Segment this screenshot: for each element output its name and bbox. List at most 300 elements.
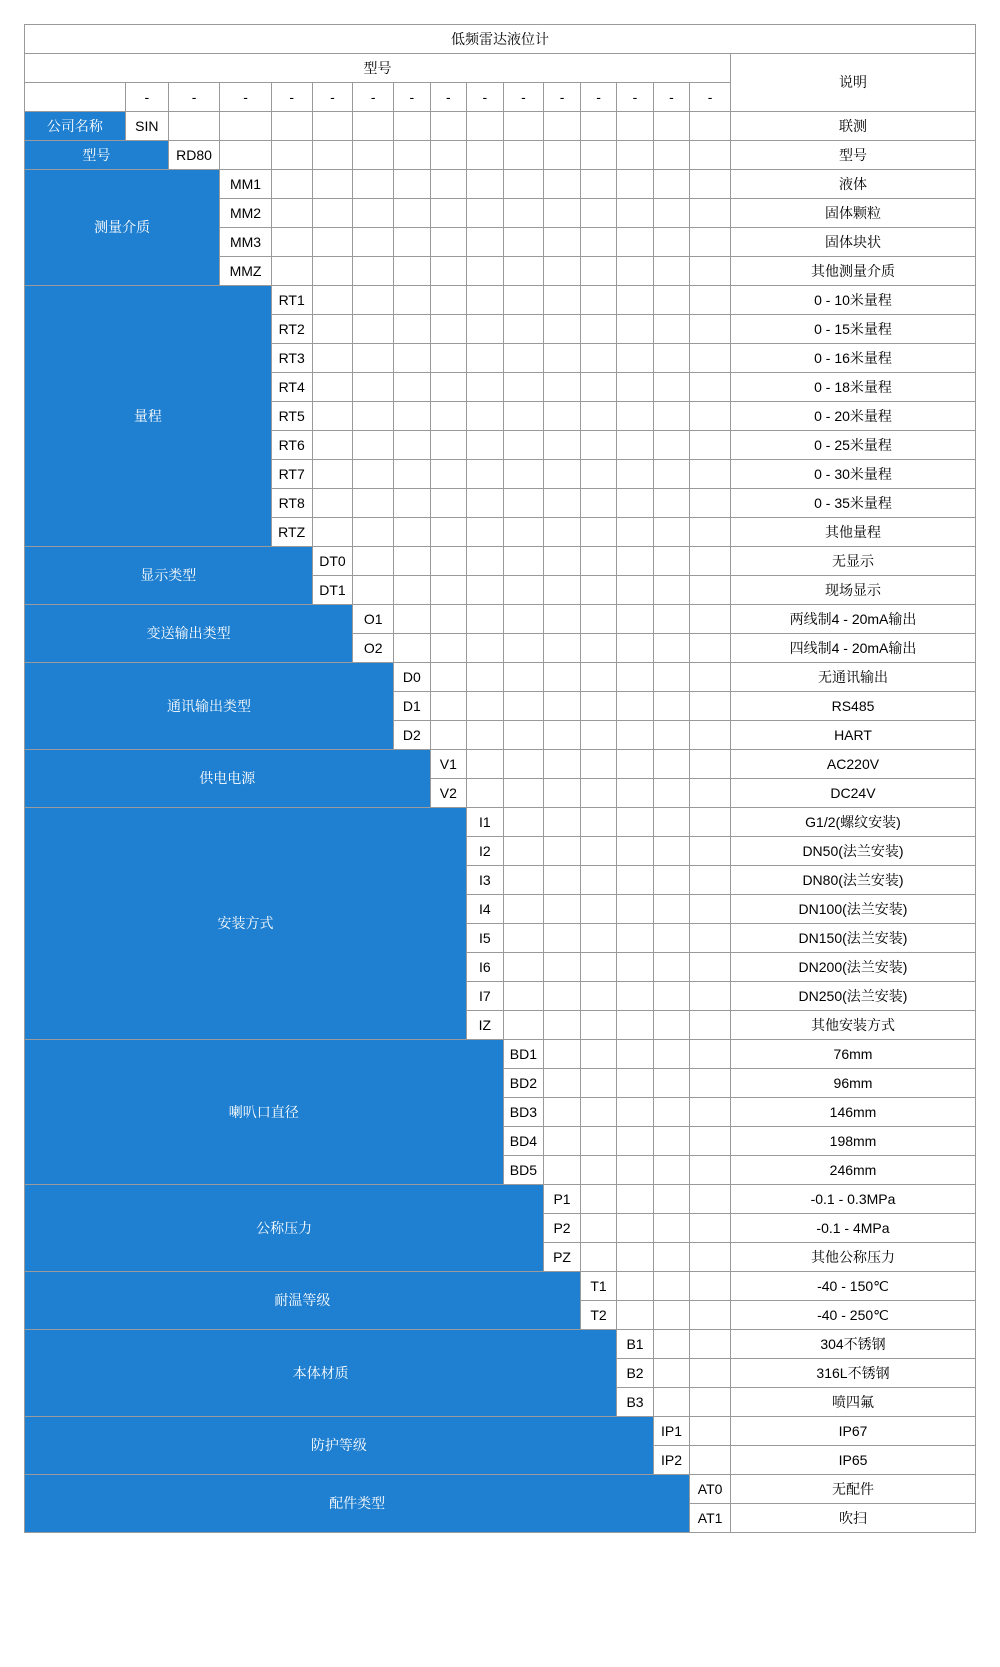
empty-cell	[544, 1069, 580, 1098]
code-cell: I1	[467, 808, 503, 837]
code-cell: RT2	[271, 315, 312, 344]
empty-cell	[467, 141, 503, 170]
empty-cell	[467, 721, 503, 750]
empty-cell	[467, 257, 503, 286]
empty-cell	[467, 692, 503, 721]
empty-cell	[580, 286, 616, 315]
empty-cell	[580, 982, 616, 1011]
empty-cell	[617, 1069, 653, 1098]
empty-cell	[617, 170, 653, 199]
empty-cell	[271, 228, 312, 257]
empty-cell	[544, 895, 580, 924]
empty-cell	[544, 141, 580, 170]
empty-cell	[690, 489, 731, 518]
code-cell: I3	[467, 866, 503, 895]
empty-cell	[503, 750, 544, 779]
empty-cell	[690, 1272, 731, 1301]
empty-cell	[544, 1127, 580, 1156]
code-cell: AT1	[690, 1504, 731, 1533]
empty-cell	[653, 779, 689, 808]
empty-cell	[467, 228, 503, 257]
description-cell: 吹扫	[731, 1504, 976, 1533]
empty-cell	[544, 518, 580, 547]
empty-cell	[653, 576, 689, 605]
empty-cell	[503, 605, 544, 634]
table-row	[25, 605, 976, 634]
empty-cell	[271, 112, 312, 141]
empty-cell	[653, 344, 689, 373]
description-cell: DN100(法兰安装)	[731, 895, 976, 924]
empty-cell	[394, 373, 430, 402]
empty-cell	[430, 228, 466, 257]
code-cell: T1	[580, 1272, 616, 1301]
empty-cell	[394, 634, 430, 663]
empty-cell	[617, 779, 653, 808]
empty-cell	[503, 837, 544, 866]
empty-cell	[544, 1098, 580, 1127]
model-selection-table	[24, 24, 976, 1533]
empty-cell	[394, 141, 430, 170]
empty-cell	[580, 1098, 616, 1127]
empty-cell	[467, 779, 503, 808]
dash-cell: -	[220, 83, 272, 112]
description-cell: DN50(法兰安装)	[731, 837, 976, 866]
empty-cell	[617, 112, 653, 141]
empty-cell	[353, 489, 394, 518]
empty-cell	[503, 924, 544, 953]
empty-cell	[617, 518, 653, 547]
code-cell: IZ	[467, 1011, 503, 1040]
category-label: 型号	[25, 141, 169, 170]
empty-cell	[312, 344, 353, 373]
empty-cell	[690, 663, 731, 692]
empty-cell	[690, 605, 731, 634]
empty-cell	[430, 402, 466, 431]
empty-cell	[503, 953, 544, 982]
empty-cell	[690, 924, 731, 953]
description-cell: 198mm	[731, 1127, 976, 1156]
empty-cell	[653, 634, 689, 663]
empty-cell	[503, 170, 544, 199]
empty-cell	[467, 489, 503, 518]
table-row	[25, 1417, 976, 1446]
empty-cell	[690, 1359, 731, 1388]
empty-cell	[503, 315, 544, 344]
empty-cell	[544, 837, 580, 866]
empty-cell	[544, 257, 580, 286]
empty-cell	[430, 344, 466, 373]
empty-cell	[544, 924, 580, 953]
description-cell: 固体颗粒	[731, 199, 976, 228]
empty-cell	[430, 141, 466, 170]
empty-cell	[690, 170, 731, 199]
empty-cell	[653, 721, 689, 750]
empty-cell	[617, 895, 653, 924]
table-row	[25, 808, 976, 837]
description-cell: 现场显示	[731, 576, 976, 605]
empty-cell	[467, 112, 503, 141]
empty-cell	[690, 141, 731, 170]
empty-cell	[653, 170, 689, 199]
empty-cell	[653, 924, 689, 953]
empty-cell	[653, 1156, 689, 1185]
empty-cell	[690, 1388, 731, 1417]
description-cell: 0 - 15米量程	[731, 315, 976, 344]
empty-cell	[690, 402, 731, 431]
category-label: 公称压力	[25, 1185, 544, 1272]
empty-cell	[467, 315, 503, 344]
empty-cell	[653, 663, 689, 692]
empty-cell	[394, 489, 430, 518]
empty-cell	[503, 141, 544, 170]
description-cell: 其他测量介质	[731, 257, 976, 286]
category-label: 喇叭口直径	[25, 1040, 504, 1185]
empty-cell	[617, 1185, 653, 1214]
empty-cell	[617, 924, 653, 953]
empty-cell	[617, 257, 653, 286]
empty-cell	[544, 286, 580, 315]
empty-cell	[544, 750, 580, 779]
empty-cell	[503, 634, 544, 663]
empty-cell	[580, 750, 616, 779]
empty-cell	[544, 808, 580, 837]
empty-cell	[653, 1098, 689, 1127]
empty-cell	[580, 692, 616, 721]
empty-cell	[580, 808, 616, 837]
code-cell: SIN	[125, 112, 168, 141]
empty-cell	[544, 721, 580, 750]
empty-cell	[394, 112, 430, 141]
empty-cell	[617, 460, 653, 489]
empty-cell	[690, 779, 731, 808]
empty-cell	[271, 257, 312, 286]
empty-cell	[653, 1069, 689, 1098]
dash-cell: -	[394, 83, 430, 112]
code-cell: RT1	[271, 286, 312, 315]
empty-cell	[580, 1243, 616, 1272]
empty-cell	[503, 779, 544, 808]
code-cell: MMZ	[220, 257, 272, 286]
empty-cell	[544, 228, 580, 257]
empty-cell	[653, 1040, 689, 1069]
dash-cell: -	[544, 83, 580, 112]
category-label: 本体材质	[25, 1330, 617, 1417]
code-cell: BD4	[503, 1127, 544, 1156]
empty-cell	[430, 663, 466, 692]
empty-cell	[617, 576, 653, 605]
empty-cell	[544, 605, 580, 634]
empty-cell	[653, 315, 689, 344]
empty-cell	[617, 286, 653, 315]
header-desc-label: 说明	[731, 54, 976, 112]
empty-cell	[312, 315, 353, 344]
description-cell: DC24V	[731, 779, 976, 808]
category-label: 防护等级	[25, 1417, 654, 1475]
empty-cell	[580, 141, 616, 170]
empty-cell	[312, 170, 353, 199]
description-cell: 0 - 30米量程	[731, 460, 976, 489]
empty-cell	[430, 576, 466, 605]
empty-cell	[353, 431, 394, 460]
empty-cell	[690, 344, 731, 373]
empty-cell	[312, 489, 353, 518]
code-cell: O1	[353, 605, 394, 634]
empty-cell	[394, 199, 430, 228]
empty-cell	[394, 286, 430, 315]
empty-cell	[653, 228, 689, 257]
empty-cell	[617, 344, 653, 373]
code-cell: I2	[467, 837, 503, 866]
empty-cell	[430, 547, 466, 576]
empty-cell	[653, 866, 689, 895]
empty-cell	[653, 431, 689, 460]
description-cell: IP67	[731, 1417, 976, 1446]
code-cell: RT5	[271, 402, 312, 431]
table-row	[25, 1330, 976, 1359]
description-cell: 316L不锈钢	[731, 1359, 976, 1388]
empty-cell	[580, 518, 616, 547]
empty-cell	[653, 112, 689, 141]
description-cell: 固体块状	[731, 228, 976, 257]
code-cell: RT7	[271, 460, 312, 489]
dash-cell: -	[125, 83, 168, 112]
empty-cell	[617, 1214, 653, 1243]
empty-cell	[312, 402, 353, 431]
empty-cell	[544, 576, 580, 605]
code-cell: B1	[617, 1330, 653, 1359]
empty-cell	[617, 866, 653, 895]
title-row	[25, 25, 976, 54]
dash-cell: -	[653, 83, 689, 112]
empty-cell	[467, 634, 503, 663]
code-cell: BD1	[503, 1040, 544, 1069]
code-cell: I4	[467, 895, 503, 924]
empty-cell	[394, 170, 430, 199]
table-row	[25, 170, 976, 199]
code-cell: RT6	[271, 431, 312, 460]
empty-cell	[690, 1069, 731, 1098]
empty-cell	[430, 170, 466, 199]
empty-cell	[653, 547, 689, 576]
description-cell: 76mm	[731, 1040, 976, 1069]
empty-cell	[617, 1301, 653, 1330]
empty-cell	[690, 547, 731, 576]
empty-cell	[690, 286, 731, 315]
empty-cell	[580, 257, 616, 286]
category-label: 供电电源	[25, 750, 431, 808]
empty-cell	[690, 721, 731, 750]
empty-cell	[430, 431, 466, 460]
empty-cell	[653, 953, 689, 982]
empty-cell	[690, 1098, 731, 1127]
empty-cell	[617, 228, 653, 257]
empty-cell	[617, 953, 653, 982]
description-cell: 四线制4 - 20mA输出	[731, 634, 976, 663]
empty-cell	[653, 489, 689, 518]
empty-cell	[690, 1330, 731, 1359]
empty-cell	[467, 460, 503, 489]
empty-cell	[467, 431, 503, 460]
table-row	[25, 1040, 976, 1069]
empty-cell	[467, 286, 503, 315]
empty-cell	[580, 576, 616, 605]
code-cell: V2	[430, 779, 466, 808]
empty-cell	[394, 605, 430, 634]
empty-cell	[544, 199, 580, 228]
empty-cell	[353, 547, 394, 576]
table-row	[25, 547, 976, 576]
empty-cell	[467, 402, 503, 431]
empty-cell	[690, 866, 731, 895]
description-cell: 无显示	[731, 547, 976, 576]
empty-cell	[430, 692, 466, 721]
code-cell: V1	[430, 750, 466, 779]
table-row	[25, 663, 976, 692]
description-cell: AC220V	[731, 750, 976, 779]
empty-cell	[544, 373, 580, 402]
empty-cell	[690, 199, 731, 228]
empty-cell	[353, 460, 394, 489]
empty-cell	[503, 518, 544, 547]
empty-cell	[353, 373, 394, 402]
empty-cell	[312, 460, 353, 489]
code-cell: D0	[394, 663, 430, 692]
empty-cell	[580, 837, 616, 866]
empty-cell	[690, 1446, 731, 1475]
empty-cell	[544, 315, 580, 344]
empty-cell	[617, 837, 653, 866]
empty-cell	[544, 402, 580, 431]
empty-cell	[503, 431, 544, 460]
empty-cell	[353, 112, 394, 141]
empty-cell	[653, 1185, 689, 1214]
empty-cell	[353, 199, 394, 228]
empty-cell	[617, 315, 653, 344]
empty-cell	[544, 982, 580, 1011]
category-label: 量程	[25, 286, 272, 547]
empty-cell	[544, 112, 580, 141]
code-cell: BD2	[503, 1069, 544, 1098]
empty-cell	[503, 982, 544, 1011]
code-cell: RTZ	[271, 518, 312, 547]
description-cell: 型号	[731, 141, 976, 170]
description-cell: 304不锈钢	[731, 1330, 976, 1359]
empty-cell	[312, 431, 353, 460]
empty-cell	[430, 286, 466, 315]
empty-cell	[617, 634, 653, 663]
empty-cell	[690, 460, 731, 489]
empty-cell	[394, 431, 430, 460]
empty-cell	[617, 1243, 653, 1272]
empty-cell	[653, 1301, 689, 1330]
empty-cell	[503, 112, 544, 141]
code-cell: T2	[580, 1301, 616, 1330]
empty-cell	[653, 286, 689, 315]
empty-cell	[544, 692, 580, 721]
empty-cell	[690, 808, 731, 837]
category-label: 变送输出类型	[25, 605, 353, 663]
empty-cell	[653, 837, 689, 866]
empty-cell	[690, 895, 731, 924]
category-label: 配件类型	[25, 1475, 690, 1533]
empty-cell	[503, 866, 544, 895]
code-cell: RT8	[271, 489, 312, 518]
empty-cell	[503, 895, 544, 924]
description-cell: 96mm	[731, 1069, 976, 1098]
empty-cell	[394, 460, 430, 489]
empty-cell	[580, 199, 616, 228]
empty-cell	[617, 982, 653, 1011]
empty-cell	[580, 1156, 616, 1185]
empty-cell	[353, 576, 394, 605]
empty-cell	[503, 228, 544, 257]
empty-cell	[544, 460, 580, 489]
empty-cell	[580, 460, 616, 489]
empty-cell	[467, 605, 503, 634]
empty-cell	[503, 286, 544, 315]
empty-cell	[617, 1040, 653, 1069]
empty-cell	[503, 344, 544, 373]
empty-cell	[544, 431, 580, 460]
empty-cell	[503, 721, 544, 750]
empty-cell	[394, 228, 430, 257]
empty-cell	[580, 489, 616, 518]
empty-cell	[312, 199, 353, 228]
empty-cell	[653, 982, 689, 1011]
empty-cell	[312, 373, 353, 402]
empty-cell	[580, 779, 616, 808]
dash-cell: -	[503, 83, 544, 112]
code-cell: B2	[617, 1359, 653, 1388]
description-cell: 喷四氟	[731, 1388, 976, 1417]
empty-cell	[503, 489, 544, 518]
empty-cell	[653, 750, 689, 779]
description-cell: 无通讯输出	[731, 663, 976, 692]
empty-cell	[580, 924, 616, 953]
empty-cell	[690, 315, 731, 344]
code-cell: MM1	[220, 170, 272, 199]
empty-cell	[653, 808, 689, 837]
empty-cell	[467, 750, 503, 779]
empty-cell	[653, 1330, 689, 1359]
empty-cell	[653, 895, 689, 924]
empty-cell	[312, 257, 353, 286]
table-row	[25, 750, 976, 779]
empty-cell	[653, 257, 689, 286]
description-cell: G1/2(螺纹安装)	[731, 808, 976, 837]
empty-cell	[220, 112, 272, 141]
empty-cell	[617, 402, 653, 431]
empty-cell	[690, 1301, 731, 1330]
empty-cell	[271, 141, 312, 170]
empty-cell	[503, 199, 544, 228]
empty-cell	[690, 1127, 731, 1156]
empty-cell	[617, 605, 653, 634]
empty-cell	[653, 1272, 689, 1301]
empty-cell	[394, 547, 430, 576]
code-cell: IP2	[653, 1446, 689, 1475]
empty-cell	[617, 1127, 653, 1156]
empty-cell	[312, 141, 353, 170]
description-cell: -40 - 250℃	[731, 1301, 976, 1330]
description-cell: 0 - 20米量程	[731, 402, 976, 431]
dash-cell: -	[617, 83, 653, 112]
empty-cell	[430, 257, 466, 286]
empty-cell	[503, 373, 544, 402]
empty-cell	[580, 1127, 616, 1156]
empty-cell	[617, 721, 653, 750]
empty-cell	[690, 750, 731, 779]
